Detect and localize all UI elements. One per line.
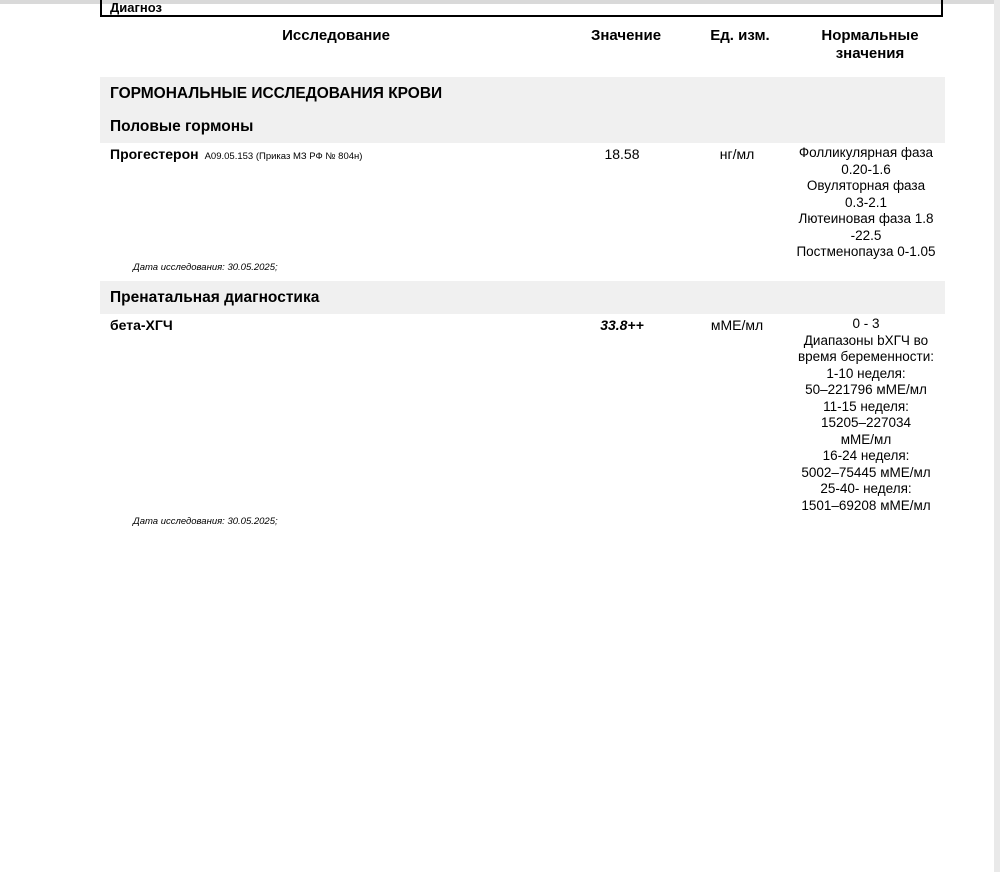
study-date-beta-hcg: Дата исследования: 30.05.2025; [133, 516, 278, 527]
study-date-progesterone: Дата исследования: 30.05.2025; [133, 262, 278, 273]
ref-line: 16-24 неделя: [822, 448, 910, 463]
ref-line: 1-10 неделя: [826, 365, 906, 381]
ref-line: 1501–69208 мМЕ/мл [801, 497, 931, 513]
test-unit-beta-hcg: мМЕ/мл [710, 317, 764, 333]
header-unit: Ед. изм. [710, 27, 770, 44]
ref-line: 25-40- неделя: [820, 481, 912, 496]
ref-line: Постменопауза 0-1.05 [796, 244, 936, 259]
ref-line: 15205–227034 [820, 415, 912, 430]
header-study: Исследование [282, 27, 390, 44]
header-reference-line1: Нормальные [821, 27, 919, 44]
ref-line: 0 - 3 [852, 316, 880, 331]
header-value: Значение [590, 27, 662, 44]
ref-line: время беременности: [797, 349, 935, 364]
test-value-beta-hcg: 33.8++ [600, 317, 644, 333]
ref-line: 0.3-2.1 [844, 194, 888, 210]
page-edge [994, 0, 1000, 872]
ref-line: 0.20-1.6 [841, 161, 891, 177]
reference-progesterone [780, 145, 952, 261]
test-code: A09.05.153 (Приказ МЗ РФ № 804н) [204, 151, 363, 162]
ref-line: Лютеиновая фаза 1.8 [798, 211, 934, 226]
test-name-progesterone [110, 146, 362, 162]
ref-line: 50–221796 мМЕ/мл [805, 382, 927, 397]
group-title-sex-hormones: Половые гормоны [110, 118, 254, 135]
diagnosis-box [100, 0, 943, 17]
ref-line: мМЕ/мл [840, 431, 892, 447]
header-reference [790, 27, 950, 63]
ref-line: Овуляторная фаза [806, 178, 926, 193]
test-unit-progesterone: нг/мл [719, 146, 755, 162]
section-title: ГОРМОНАЛЬНЫЕ ИССЛЕДОВАНИЯ КРОВИ [110, 85, 443, 102]
ref-line: Фолликулярная фаза [798, 145, 934, 160]
ref-line: -22.5 [850, 227, 882, 243]
test-name-progesterone-label: Прогестерон [110, 146, 199, 162]
ref-line: 11-15 неделя: [823, 398, 909, 414]
ref-line: Диапазоны bХГЧ во [803, 332, 929, 348]
diagnosis-label: Диагноз [110, 0, 162, 15]
reference-beta-hcg [780, 316, 952, 514]
header-reference-line2: значения [835, 45, 905, 62]
ref-line: 5002–75445 мМЕ/мл [801, 464, 931, 480]
group-title-prenatal: Пренатальная диагностика [110, 289, 320, 306]
test-name-beta-hcg: бета-ХГЧ [110, 317, 173, 333]
test-value-progesterone: 18.58 [604, 146, 640, 162]
